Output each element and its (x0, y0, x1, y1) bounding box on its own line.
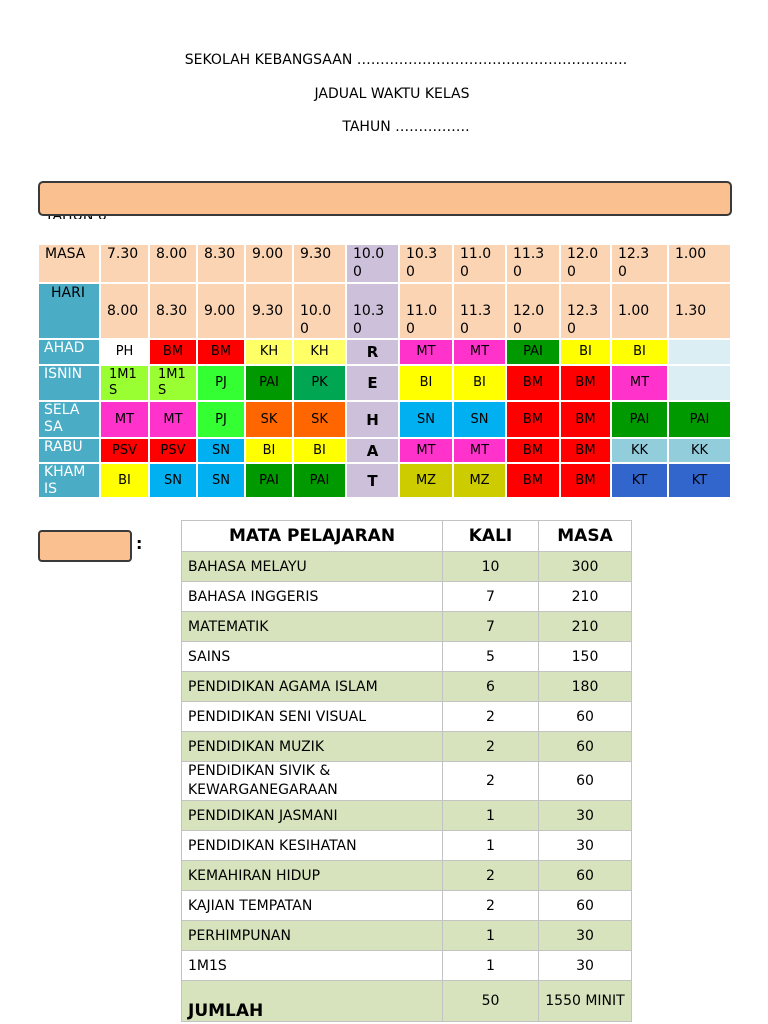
subject-cell: SN (453, 401, 506, 438)
rehat-letter: T (346, 463, 399, 498)
class-banner (38, 181, 732, 216)
start-time: 12.3 0 (611, 244, 668, 283)
subject-cell: PAI (293, 463, 346, 498)
subject-cell: MT (100, 401, 149, 438)
subject-cell (668, 365, 731, 401)
subject-cell: BI (399, 365, 453, 401)
rehat-letter: A (346, 438, 399, 463)
start-time: 11.0 0 (453, 244, 506, 283)
subject-cell: BI (560, 339, 611, 365)
start-time: 11.3 0 (506, 244, 560, 283)
subject-cell: BI (100, 463, 149, 498)
kali-value: 6 (443, 672, 539, 702)
subject-cell: BM (560, 365, 611, 401)
masa-value: 60 (539, 891, 632, 921)
start-time: 10.0 0 (346, 244, 399, 283)
kali-value: 1 (443, 801, 539, 831)
end-time: 9.00 (197, 283, 245, 339)
masa-value: 60 (539, 861, 632, 891)
subject-name: BAHASA INGGERIS (182, 582, 443, 612)
subject-cell: 1M1 S (100, 365, 149, 401)
subject-cell: PK (293, 365, 346, 401)
subject-cell: SN (197, 463, 245, 498)
subject-cell: PAI (611, 401, 668, 438)
total-row (182, 981, 632, 1022)
subject-cell: BM (506, 463, 560, 498)
subject-name: PERHIMPUNAN (182, 921, 443, 951)
kali-value: 10 (443, 552, 539, 582)
year-line: TAHUN ……………. (342, 119, 470, 135)
kali-value: 7 (443, 582, 539, 612)
subject-name: KAJIAN TEMPATAN (182, 891, 443, 921)
page-title: JADUAL WAKTU KELAS (314, 86, 470, 102)
end-time: 10.3 0 (346, 283, 399, 339)
subject-cell: MZ (399, 463, 453, 498)
start-time: 8.00 (149, 244, 197, 283)
table-row (182, 732, 632, 762)
total-masa: 1550 MINIT (539, 981, 632, 1022)
subject-cell: MT (611, 365, 668, 401)
table-row (182, 831, 632, 861)
subject-cell: MT (399, 438, 453, 463)
subject-cell: BM (560, 401, 611, 438)
day-name: SELA SA (38, 401, 100, 438)
subject-cell: SN (399, 401, 453, 438)
subject-summary-table (181, 520, 632, 1022)
col-header-kali: KALI (443, 521, 539, 552)
subject-name: 1M1S (182, 951, 443, 981)
rehat-letter: R (346, 339, 399, 365)
subject-cell: KH (245, 339, 293, 365)
table-row (182, 921, 632, 951)
table-row (182, 552, 632, 582)
subject-cell: BM (149, 339, 197, 365)
masa-value: 180 (539, 672, 632, 702)
end-time: 1.00 (611, 283, 668, 339)
masa-value: 30 (539, 801, 632, 831)
end-time: 11.3 0 (453, 283, 506, 339)
subject-cell: BM (506, 401, 560, 438)
end-time: 12.3 0 (560, 283, 611, 339)
table-row (182, 582, 632, 612)
subject-cell: PAI (506, 339, 560, 365)
end-time: 9.30 (245, 283, 293, 339)
subject-cell: KT (611, 463, 668, 498)
start-time: 7.30 (100, 244, 149, 283)
subject-cell: PH (100, 339, 149, 365)
kali-value: 1 (443, 831, 539, 861)
subject-cell: BM (506, 365, 560, 401)
subject-cell: BI (611, 339, 668, 365)
subject-cell: MZ (453, 463, 506, 498)
subject-cell: BM (560, 438, 611, 463)
subject-cell: BI (453, 365, 506, 401)
masa-value: 30 (539, 831, 632, 861)
start-time: 9.00 (245, 244, 293, 283)
subject-cell: BI (293, 438, 346, 463)
kali-value: 7 (443, 612, 539, 642)
end-time: 8.30 (149, 283, 197, 339)
subject-cell: SK (293, 401, 346, 438)
total-label: JUMLAH (182, 981, 443, 1022)
day-name: AHAD (38, 339, 100, 365)
table-row (182, 672, 632, 702)
start-time: 12.0 0 (560, 244, 611, 283)
col-header-subject: MATA PELAJARAN (182, 521, 443, 552)
start-time: 10.3 0 (399, 244, 453, 283)
day-name: ISNIN (38, 365, 100, 401)
subject-cell: MT (453, 339, 506, 365)
masa-value: 210 (539, 612, 632, 642)
kali-value: 2 (443, 891, 539, 921)
subject-cell: MT (149, 401, 197, 438)
rehat-letter: H (346, 401, 399, 438)
subject-cell: PJ (197, 365, 245, 401)
end-time: 8.00 (100, 283, 149, 339)
subject-cell: KH (293, 339, 346, 365)
subject-cell: PAI (245, 463, 293, 498)
end-time: 11.0 0 (399, 283, 453, 339)
subject-cell: KT (668, 463, 731, 498)
table-row (182, 951, 632, 981)
table-row (182, 702, 632, 732)
subject-cell (668, 339, 731, 365)
kali-value: 1 (443, 921, 539, 951)
subject-cell: KK (668, 438, 731, 463)
end-time: 1.30 (668, 283, 731, 339)
subject-cell: BM (197, 339, 245, 365)
legend-box (38, 530, 132, 562)
masa-value: 60 (539, 762, 632, 801)
masa-value: 30 (539, 921, 632, 951)
subject-cell: PSV (100, 438, 149, 463)
masa-value: 150 (539, 642, 632, 672)
legend-colon: : (136, 534, 143, 553)
rehat-letter: E (346, 365, 399, 401)
subject-cell: 1M1 S (149, 365, 197, 401)
day-name: KHAM IS (38, 463, 100, 498)
table-row (182, 642, 632, 672)
subject-name: SAINS (182, 642, 443, 672)
masa-value: 210 (539, 582, 632, 612)
subject-cell: BI (245, 438, 293, 463)
subject-cell: SK (245, 401, 293, 438)
subject-name: PENDIDIKAN SIVIK & KEWARGANEGARAAN (182, 762, 443, 801)
col-header-masa: MASA (539, 521, 632, 552)
masa-value: 300 (539, 552, 632, 582)
subject-name: MATEMATIK (182, 612, 443, 642)
subject-name: PENDIDIKAN KESIHATAN (182, 831, 443, 861)
subject-cell: PAI (245, 365, 293, 401)
masa-label: MASA (38, 244, 100, 283)
subject-name: PENDIDIKAN MUZIK (182, 732, 443, 762)
masa-value: 60 (539, 732, 632, 762)
kali-value: 2 (443, 861, 539, 891)
subject-cell: MT (453, 438, 506, 463)
table-row (182, 762, 632, 801)
day-name: RABU (38, 438, 100, 463)
subject-cell: PSV (149, 438, 197, 463)
kali-value: 2 (443, 732, 539, 762)
table-row (182, 861, 632, 891)
kali-value: 2 (443, 762, 539, 801)
end-time: 10.0 0 (293, 283, 346, 339)
masa-value: 60 (539, 702, 632, 732)
subject-cell: PAI (668, 401, 731, 438)
subject-cell: BM (560, 463, 611, 498)
table-row (182, 612, 632, 642)
hari-label: HARI (38, 283, 100, 339)
table-row (182, 801, 632, 831)
school-name: SEKOLAH KEBANGSAAN …………………………………………………. (184, 52, 628, 68)
subject-name: BAHASA MELAYU (182, 552, 443, 582)
table-row (182, 891, 632, 921)
subject-cell: PJ (197, 401, 245, 438)
masa-value: 30 (539, 951, 632, 981)
kali-value: 5 (443, 642, 539, 672)
subject-cell: KK (611, 438, 668, 463)
subject-cell: SN (149, 463, 197, 498)
subject-cell: BM (506, 438, 560, 463)
subject-name: PENDIDIKAN AGAMA ISLAM (182, 672, 443, 702)
kali-value: 1 (443, 951, 539, 981)
end-time: 12.0 0 (506, 283, 560, 339)
subject-cell: MT (399, 339, 453, 365)
subject-name: PENDIDIKAN JASMANI (182, 801, 443, 831)
start-time: 1.00 (668, 244, 731, 283)
start-time: 8.30 (197, 244, 245, 283)
subject-name: PENDIDIKAN SENI VISUAL (182, 702, 443, 732)
total-kali: 50 (443, 981, 539, 1022)
subject-name: KEMAHIRAN HIDUP (182, 861, 443, 891)
subject-cell: SN (197, 438, 245, 463)
start-time: 9.30 (293, 244, 346, 283)
kali-value: 2 (443, 702, 539, 732)
